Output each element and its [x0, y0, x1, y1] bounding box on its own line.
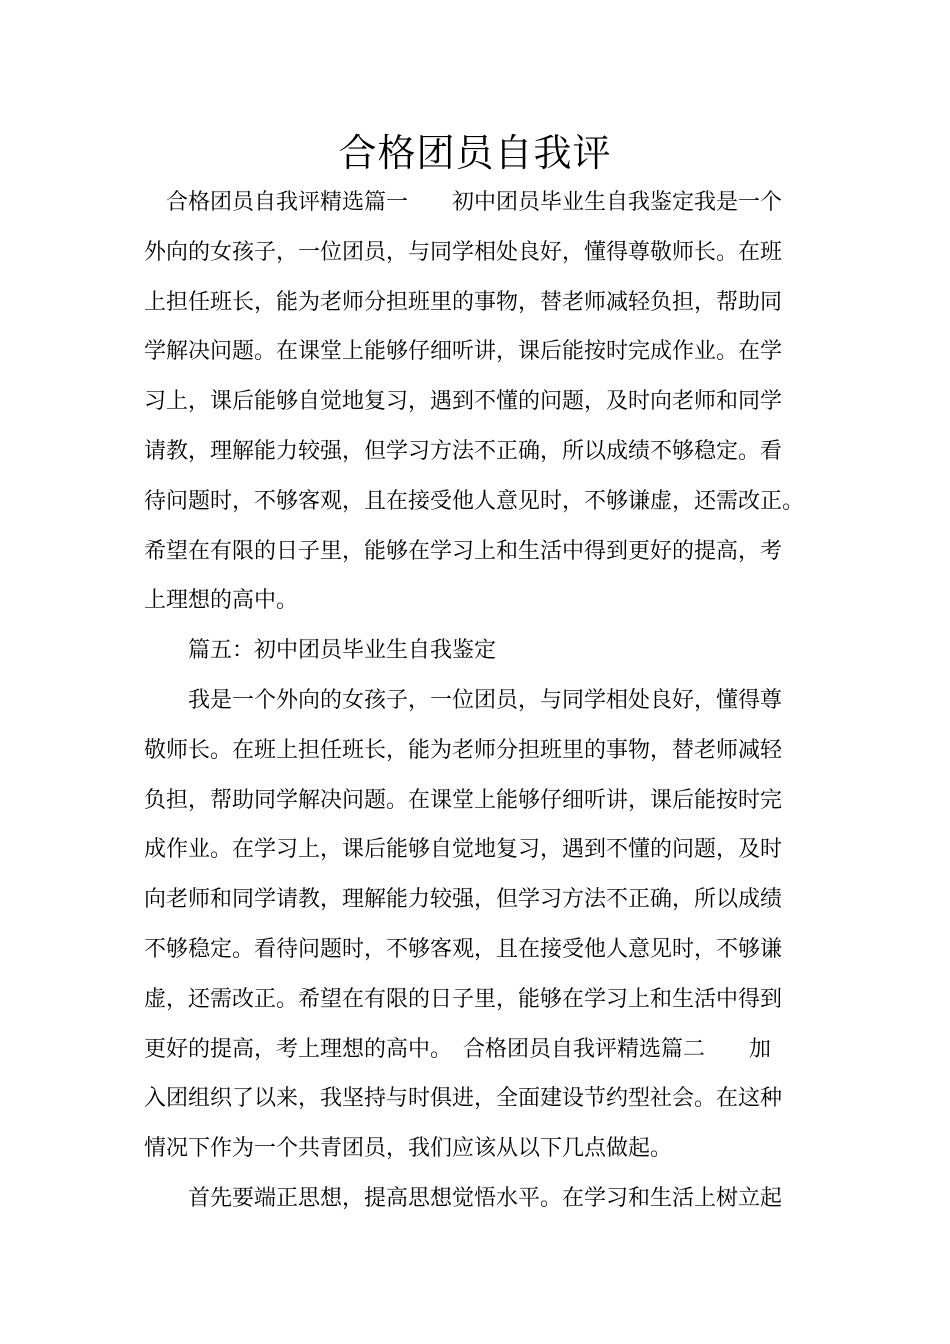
text-line: 学解决问题。在课堂上能够仔细听讲，课后能按时完成作业。在学: [144, 339, 783, 365]
text-line: 外向的女孩子，一位团员，与同学相处良好，懂得尊敬师长。在班: [144, 239, 783, 265]
text-line: 上理想的高中。: [144, 588, 299, 614]
text-line: 我是一个外向的女孩子，一位团员，与同学相处良好，懂得尊: [188, 687, 783, 713]
document-body: [144, 178, 812, 1224]
text-line: 成作业。在学习上，课后能够自觉地复习，遇到不懂的问题，及时: [144, 837, 783, 863]
text-line: 负担，帮助同学解决问题。在课堂上能够仔细听讲，课后能按时完: [144, 787, 783, 813]
text-line: 请教，理解能力较强，但学习方法不正确，所以成绩不够稳定。看: [144, 438, 783, 464]
text-line: 待问题时，不够客观，且在接受他人意见时，不够谦虚，还需改正。: [144, 488, 805, 514]
text-line: 情况下作为一个共青团员，我们应该从以下几点做起。: [144, 1136, 673, 1162]
text-line: 上担任班长，能为老师分担班里的事物，替老师减轻负担，帮助同: [144, 289, 783, 315]
text-line: 更好的提高，考上理想的高中。 合格团员自我评精选篇二 加: [144, 1036, 772, 1062]
document-title: 合格团员自我评: [338, 131, 612, 175]
text-line: 向老师和同学请教，理解能力较强，但学习方法不正确，所以成绩: [144, 887, 783, 913]
text-line: 首先要端正思想，提高思想觉悟水平。在学习和生活上树立起: [188, 1185, 783, 1211]
text-line: 入团组织了以来，我坚持与时俱进，全面建设节约型社会。在这种: [144, 1086, 783, 1112]
text-line: 不够稳定。看待问题时，不够客观，且在接受他人意见时，不够谦: [144, 936, 783, 962]
text-line: 习上，课后能够自觉地复习，遇到不懂的问题，及时向老师和同学: [144, 389, 783, 415]
section-heading: 篇五：初中团员毕业生自我鉴定: [188, 638, 497, 664]
text-line: 敬师长。在班上担任班长，能为老师分担班里的事物，替老师减轻: [144, 737, 783, 763]
text-line: 虚，还需改正。希望在有限的日子里，能够在学习上和生活中得到: [144, 986, 783, 1012]
text-line: 合格团员自我评精选篇一 初中团员毕业生自我鉴定我是一个: [166, 190, 783, 215]
text-line: 希望在有限的日子里，能够在学习上和生活中得到更好的提高，考: [144, 538, 783, 564]
